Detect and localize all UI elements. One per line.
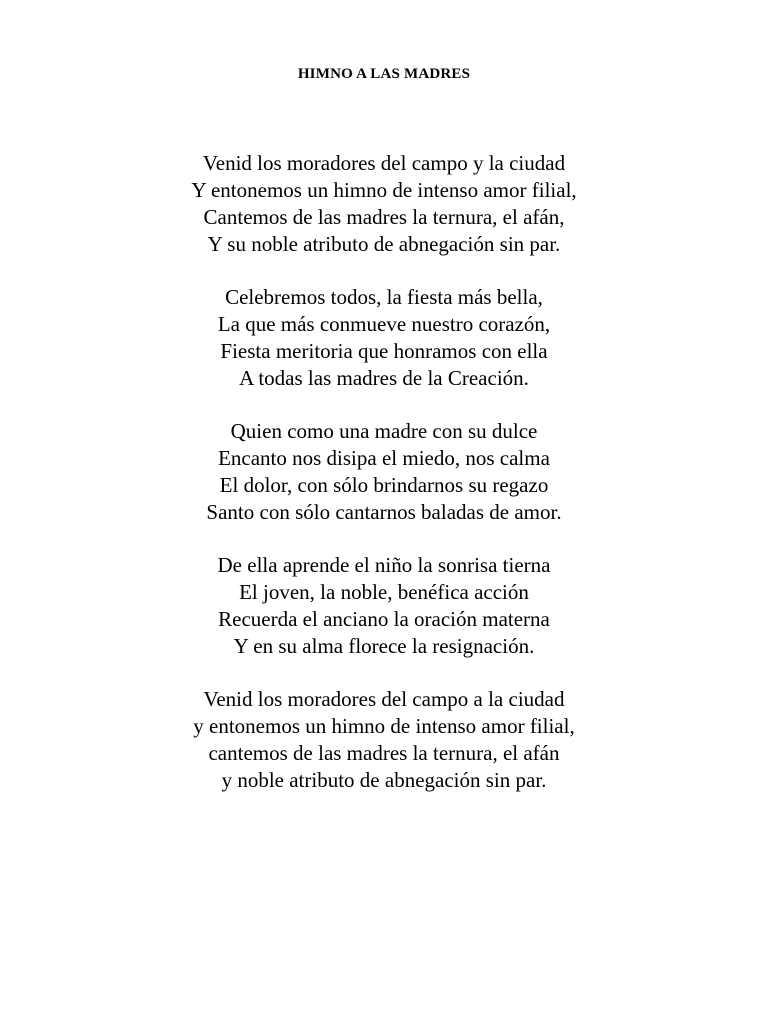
poem-line: y noble atributo de abnegación sin par. — [221, 768, 547, 792]
poem-line: El dolor, con sólo brindarnos su regazo — [219, 473, 549, 497]
poem-line: La que más conmueve nuestro corazón, — [217, 312, 551, 336]
poem-line: Recuerda el anciano la oración materna — [218, 607, 550, 631]
poem-line: Venid los moradores del campo y la ciudad — [202, 151, 566, 175]
poem-line: Celebremos todos, la fiesta más bella, — [225, 285, 543, 309]
poem-line: y entonemos un himno de intenso amor filial, — [193, 714, 575, 738]
stanza-1 — [0, 150, 768, 258]
stanza-4 — [0, 552, 768, 660]
poem-line: Quien como una madre con su dulce — [230, 419, 538, 443]
poem-title: HIMNO A LAS MADRES — [297, 66, 471, 82]
poem-line: Santo con sólo cantarnos baladas de amor. — [206, 500, 562, 524]
poem-line: El joven, la noble, benéfica acción — [239, 580, 529, 604]
poem-line: Y su noble atributo de abnegación sin par. — [207, 232, 561, 256]
poem-line: cantemos de las madres la ternura, el afán — [208, 741, 560, 765]
stanza-2 — [0, 284, 768, 392]
stanza-3 — [0, 418, 768, 526]
poem-body — [0, 150, 768, 820]
poem-line: Y en su alma florece la resignación. — [233, 634, 535, 658]
poem-line: Y entonemos un himno de intenso amor filial, — [191, 178, 577, 202]
poem-line: Fiesta meritoria que honramos con ella — [220, 339, 548, 363]
poem-line: Venid los moradores del campo a la ciudad — [203, 687, 565, 711]
poem-line: Encanto nos disipa el miedo, nos calma — [218, 446, 550, 470]
poem-line: Cantemos de las madres la ternura, el afán, — [203, 205, 565, 229]
poem-line: A todas las madres de la Creación. — [239, 366, 529, 390]
poem-line: De ella aprende el niño la sonrisa tierna — [217, 553, 551, 577]
stanza-5 — [0, 686, 768, 794]
